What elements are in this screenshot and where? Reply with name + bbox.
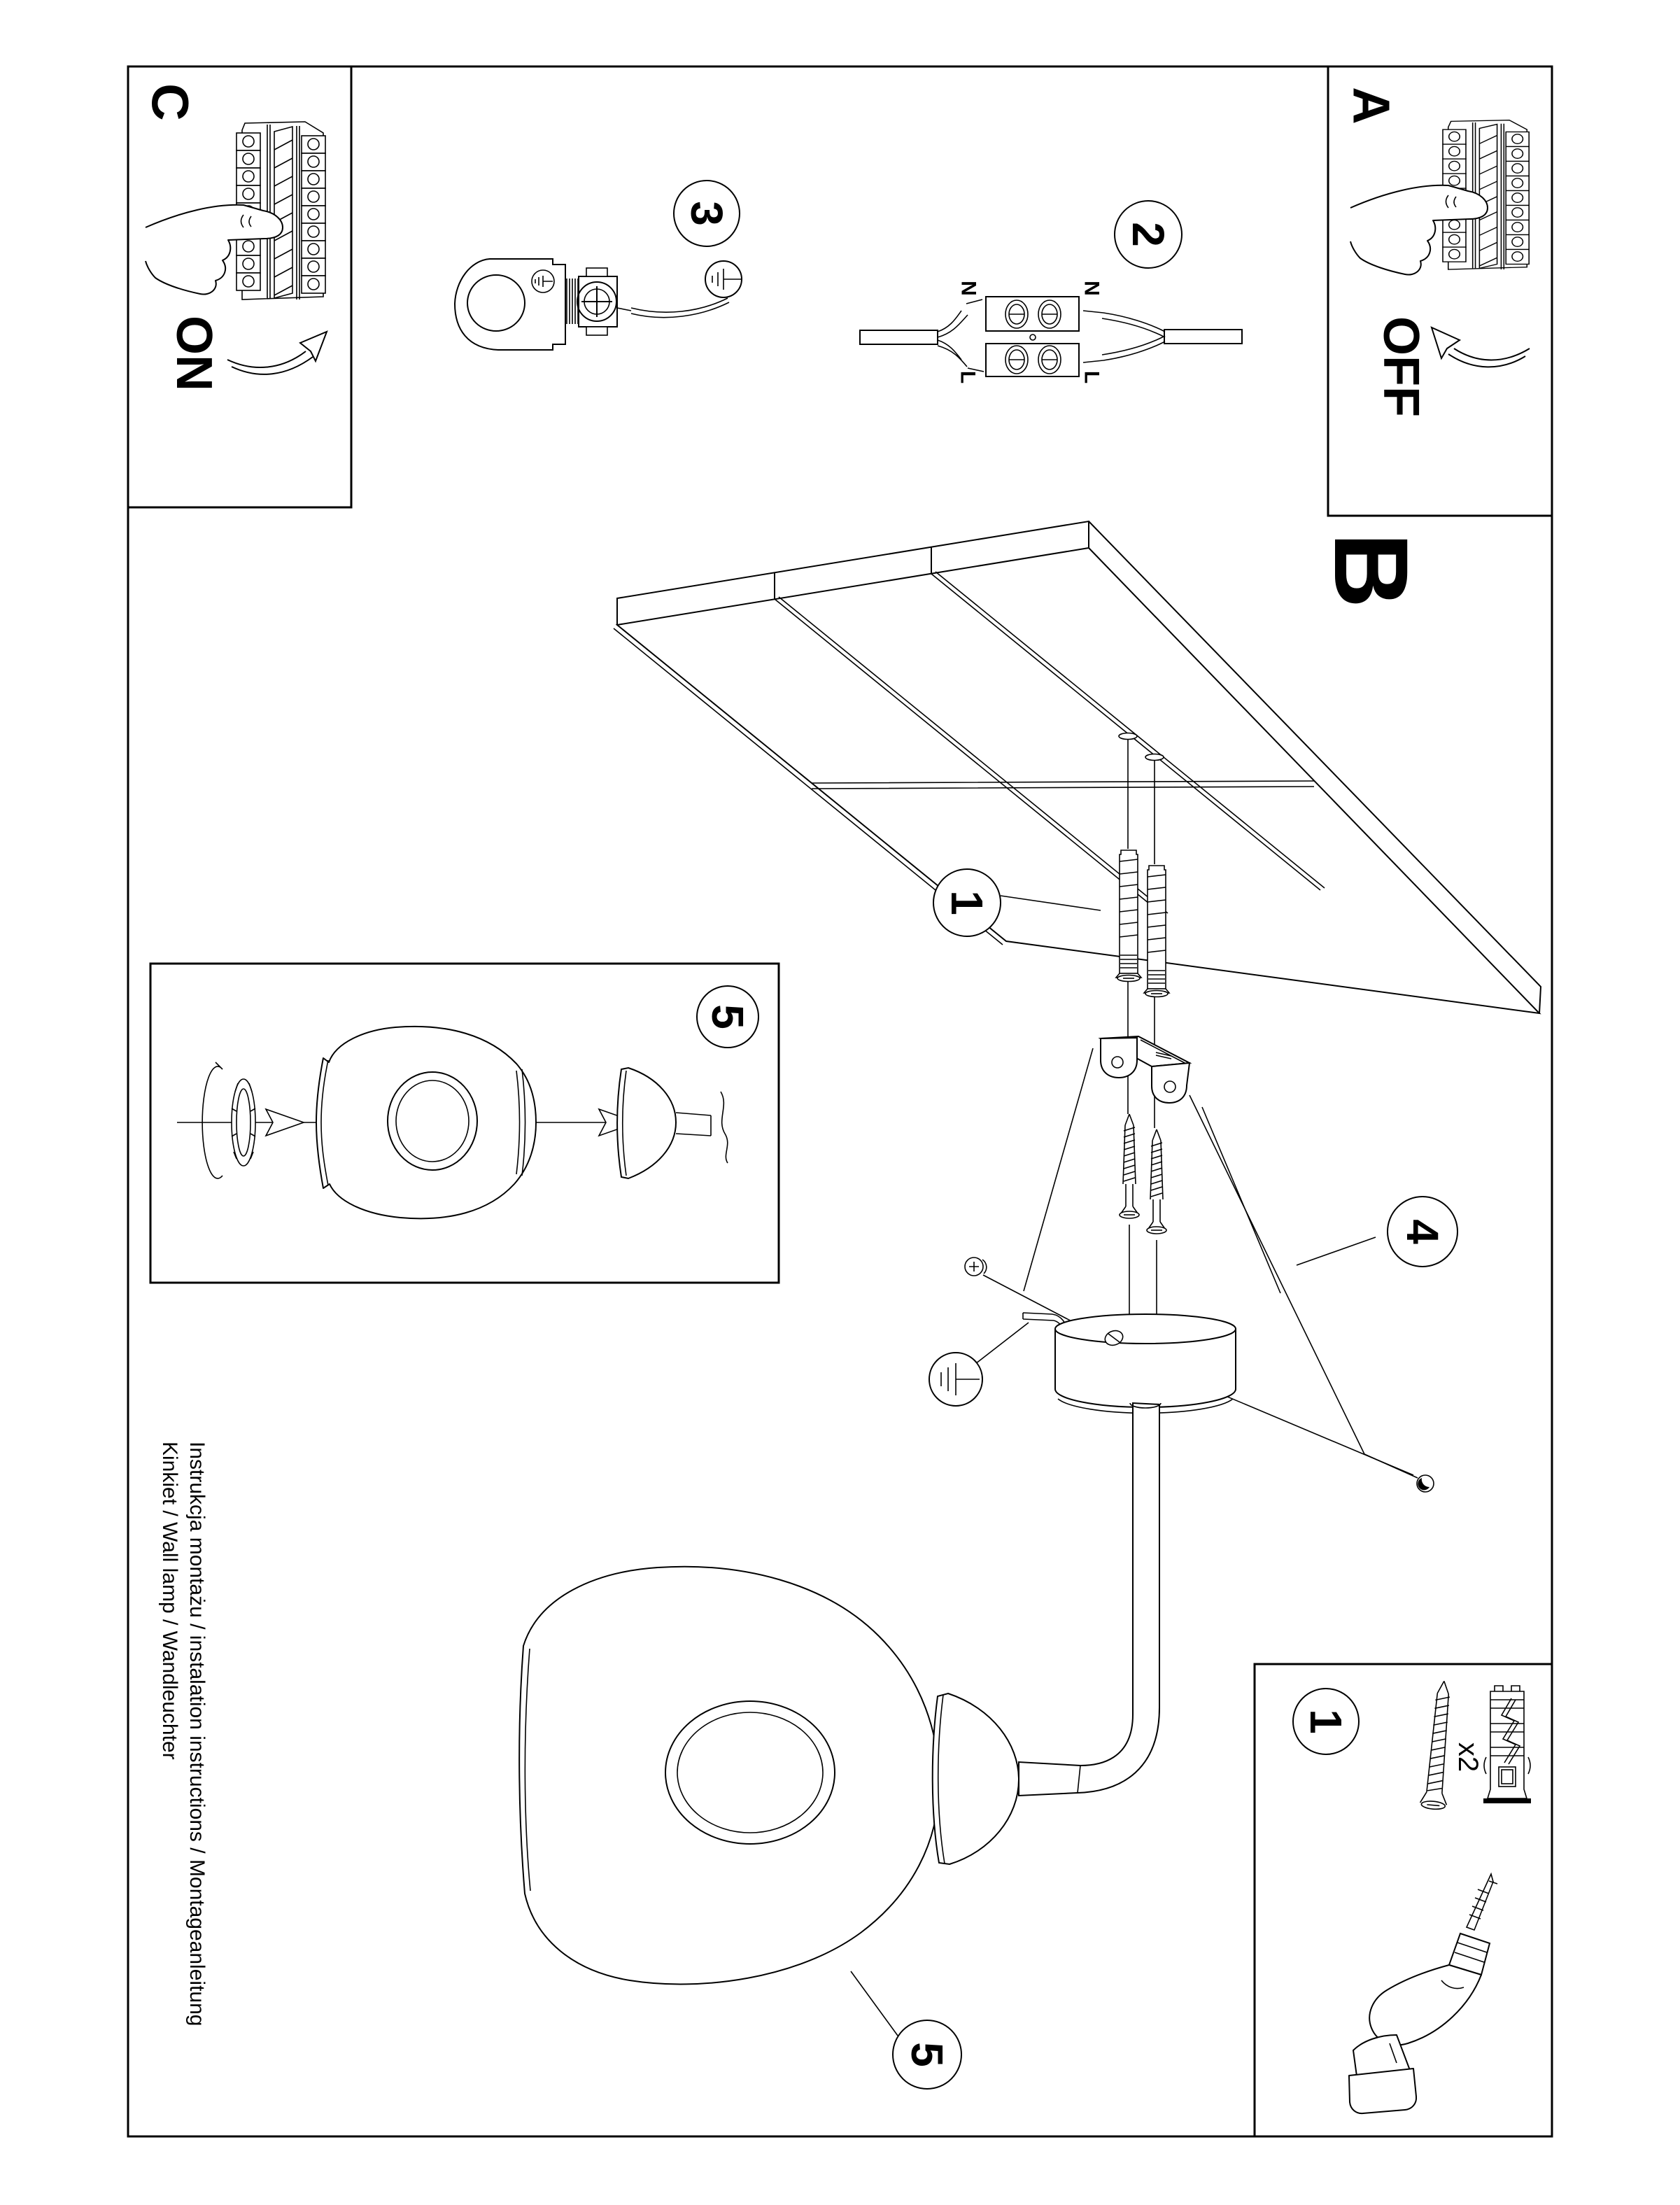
- earth-symbol-icon: [705, 261, 742, 297]
- callout-4: 4: [1397, 1219, 1448, 1244]
- panel-a-label: A: [1342, 87, 1401, 125]
- section-b-label: B: [1313, 532, 1430, 609]
- shade-icon: [316, 1027, 536, 1218]
- callout-1: 1: [942, 890, 992, 915]
- wall-lamp-drawing: [519, 1567, 1019, 2089]
- terminal-block-bottom: [986, 344, 1079, 376]
- mounting-bracket-drawing: [1101, 1036, 1190, 1234]
- panel-c-label: C: [141, 83, 199, 121]
- curved-arrow-icon: [1432, 327, 1530, 367]
- cable-left: [860, 330, 938, 344]
- label-n-right: N: [1080, 281, 1103, 296]
- callout-3: 3: [682, 201, 732, 226]
- glass-dome-icon: [933, 1693, 1019, 1864]
- canopy-screw-icon: [965, 1258, 987, 1276]
- panel-c-power-on: [128, 66, 351, 507]
- rotation-arc-icon: [202, 1062, 223, 1178]
- drill-icon: [1349, 1874, 1497, 2113]
- label-l-right: L: [1080, 370, 1103, 384]
- panel-step5-assembly: [150, 964, 779, 1283]
- screw-icon: [1420, 1680, 1457, 1810]
- callout-5-panel: 5: [703, 1004, 753, 1029]
- canopy-drawing: [1019, 1313, 1236, 1796]
- wall-plug-icon: [1483, 1686, 1531, 1803]
- off-state-text: OFF: [1373, 316, 1429, 417]
- callout-2: 2: [1123, 222, 1173, 247]
- quantity-label: x2: [1453, 1742, 1483, 1773]
- glass-dome-icon: [617, 1068, 728, 1178]
- wire-squiggle: [721, 1092, 728, 1163]
- panel-parts: [1255, 1664, 1552, 2136]
- panel-a-power-off: [1328, 66, 1552, 516]
- step3-holder-drawing: [455, 181, 742, 350]
- footer-line-1: Instrukcja montażu / instalation instructions / Montageanleitung: [185, 1442, 209, 2027]
- canopy-screw-icon: [1417, 1475, 1434, 1492]
- lamp-base-icon: [455, 259, 729, 350]
- step4-canopy-fixing: [929, 1048, 1457, 1492]
- lamp-arm-tube: [1019, 1403, 1159, 1796]
- callout-1-panel: 1: [1301, 1709, 1351, 1734]
- cable-right: [1164, 330, 1242, 344]
- on-state-text: ON: [166, 316, 222, 391]
- label-l-left: L: [956, 370, 980, 384]
- step2-wiring-diagram: [860, 201, 1242, 383]
- ring-nut-icon: [232, 1079, 255, 1166]
- callout-5: 5: [902, 2042, 952, 2067]
- earth-symbol-icon: [929, 1353, 982, 1406]
- terminal-block-top: [986, 297, 1079, 331]
- footer-line-2: Kinkiet / Wall lamp / Wandleuchter: [158, 1442, 181, 1760]
- label-n-left: N: [957, 281, 980, 296]
